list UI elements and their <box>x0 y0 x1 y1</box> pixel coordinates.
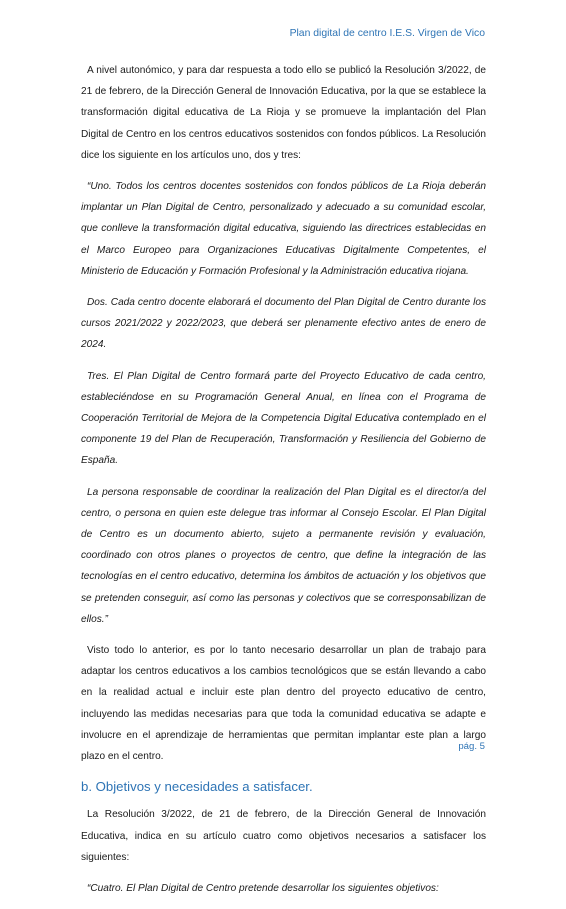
page-number: pág. 5 <box>458 741 485 752</box>
page-header: Plan digital de centro I.E.S. Virgen de Vico <box>289 28 485 39</box>
body-paragraph-conclusion: Visto todo lo anterior, es por lo tanto necesario desarrollar un plan de trabajo para adaptar los centros educativos a los cambios tecnológicos que se están llevando a cabo en la realidad actual e incluir este plan dentro del proyecto educativo de centro, incluyendo las medidas necesarias para que toda la comunidad educativa se adapte e involucre en el aprendizaje de herramientas que permitan implantar este plan a largo plazo en el centro. <box>81 645 486 763</box>
body-paragraph-intro: A nivel autonómico, y para dar respuesta a todo ello se publicó la Resolución 3/2022, de 21 de febrero, de la Dirección General de Innovación Educativa, por la que se establece la transformación digital educativa de La Rioja y se promueve la implantación del Plan Digital de Centro en los centros educativos sostenidos con fondos públicos. La Resolución dice los siguiente en los artículos uno, dos y tres: <box>81 65 486 161</box>
quote-paragraph-cuatro: “Cuatro. El Plan Digital de Centro pretende desarrollar los siguientes objetivos: <box>87 882 439 894</box>
body-paragraph-resolucion: La Resolución 3/2022, de 21 de febrero, de la Dirección General de Innovación Educativa, indica en su artículo cuatro como objetivos necesarios a satisfacer los siguientes: <box>81 809 486 863</box>
document-body <box>81 60 486 909</box>
quote-paragraph-coordinacion: La persona responsable de coordinar la realización del Plan Digital es el director/a del centro, o persona en quien este delegue tras informar al Consejo Escolar. El Plan Digital de Centro es un documento abierto, sujeto a permanente revisión y evaluación, coordinado con otros planes o proyectos de centro, que define la integración de las tecnologías en el centro educativo, determina los ámbitos de actuación y los objetivos que se pretenden conseguir, así como las personas y colectivos que se corresponsabilizan de ellos.” <box>81 486 486 625</box>
quote-paragraph-uno: “Uno. Todos los centros docentes sostenidos con fondos públicos de La Rioja deberán implantar un Plan Digital de Centro, personalizado y adecuado a su comunidad escolar, que conlleve la transformación digital educativa, siguiendo las directrices establecidas en el Marco Europeo para Organizaciones Educativas Digitalmente Competentes, el Ministerio de Educación y Formación Profesional y la Administración educativa riojana. <box>81 181 486 277</box>
section-heading-objetivos: b. Objetivos y necesidades a satisfacer. <box>81 779 313 795</box>
quote-paragraph-tres: Tres. El Plan Digital de Centro formará parte del Proyecto Educativo de cada centro, estableciéndose en su Programación General Anual, en línea con el Programa de Cooperación Territorial de Mejora de la Competencia Digital Educativa contemplado en el componente 19 del Plan de Recuperación, Transformación y Resiliencia del Gobierno de España. <box>81 370 486 467</box>
quote-paragraph-dos: Dos. Cada centro docente elaborará el documento del Plan Digital de Centro durante los cursos 2021/2022 y 2022/2023, que deberá ser plenamente efectivo antes de enero de 2024. <box>81 297 486 351</box>
